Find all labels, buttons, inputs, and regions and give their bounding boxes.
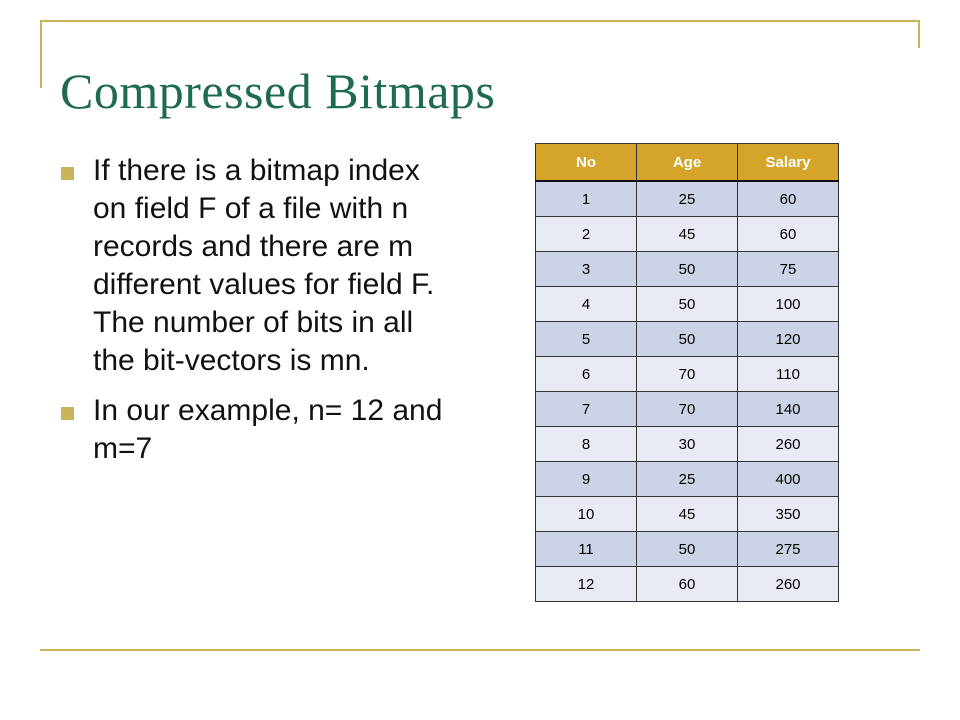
table-cell-age: 30 (637, 427, 738, 462)
table-cell-salary: 110 (738, 357, 839, 392)
table-cell-no: 8 (536, 427, 637, 462)
table-cell-salary: 260 (738, 567, 839, 602)
table-cell-no: 1 (536, 181, 637, 217)
table-cell-age: 50 (637, 252, 738, 287)
table-cell-no: 5 (536, 322, 637, 357)
table-cell-age: 45 (637, 217, 738, 252)
table-row (536, 427, 839, 462)
table-cell-age: 25 (637, 462, 738, 497)
table-cell-age: 70 (637, 392, 738, 427)
table-cell-salary: 350 (738, 497, 839, 532)
table-cell-salary: 60 (738, 181, 839, 217)
frame-right-line (918, 20, 920, 48)
table-row (536, 392, 839, 427)
table-cell-no: 4 (536, 287, 637, 322)
table-body (536, 181, 839, 602)
slide-title: Compressed Bitmaps (60, 63, 496, 119)
table-cell-no: 7 (536, 392, 637, 427)
table-cell-salary: 400 (738, 462, 839, 497)
table-cell-salary: 140 (738, 392, 839, 427)
table-cell-salary: 120 (738, 322, 839, 357)
table-cell-age: 50 (637, 532, 738, 567)
table-cell-salary: 75 (738, 252, 839, 287)
table-cell-no: 9 (536, 462, 637, 497)
table-cell-salary: 275 (738, 532, 839, 567)
table-cell-salary: 60 (738, 217, 839, 252)
frame-bottom-line (40, 649, 920, 651)
table-row (536, 181, 839, 217)
bullet-list (60, 152, 460, 468)
table-row (536, 322, 839, 357)
table-row (536, 532, 839, 567)
bullet-item (60, 392, 460, 468)
table-row (536, 252, 839, 287)
table-row (536, 462, 839, 497)
table-cell-age: 25 (637, 181, 738, 217)
table-cell-salary: 260 (738, 427, 839, 462)
table-row (536, 287, 839, 322)
table-cell-salary: 100 (738, 287, 839, 322)
table-cell-age: 45 (637, 497, 738, 532)
table-row (536, 357, 839, 392)
table-cell-no: 2 (536, 217, 637, 252)
frame-top-line (40, 20, 920, 22)
column-header-age: Age (637, 144, 738, 182)
table-cell-no: 10 (536, 497, 637, 532)
table-row (536, 497, 839, 532)
table-cell-no: 12 (536, 567, 637, 602)
column-header-salary: Salary (738, 144, 839, 182)
table-row (536, 217, 839, 252)
column-header-no: No (536, 144, 637, 182)
table-cell-age: 70 (637, 357, 738, 392)
frame-left-line (40, 20, 42, 88)
square-bullet-icon (61, 407, 74, 420)
table-cell-age: 50 (637, 322, 738, 357)
data-table (535, 143, 839, 602)
bullet-text: In our example, n= 12 and m=7 (93, 394, 443, 465)
bullet-item (60, 152, 460, 380)
table-header-row (536, 144, 839, 182)
table-cell-age: 60 (637, 567, 738, 602)
table-row (536, 567, 839, 602)
table-cell-age: 50 (637, 287, 738, 322)
table-cell-no: 11 (536, 532, 637, 567)
bullet-text: If there is a bitmap index on field F of a file with n records and there are m different values for field F. The number of bits in all the bit-vectors is mn. (93, 154, 435, 377)
table-cell-no: 3 (536, 252, 637, 287)
square-bullet-icon (61, 167, 74, 180)
table-cell-no: 6 (536, 357, 637, 392)
